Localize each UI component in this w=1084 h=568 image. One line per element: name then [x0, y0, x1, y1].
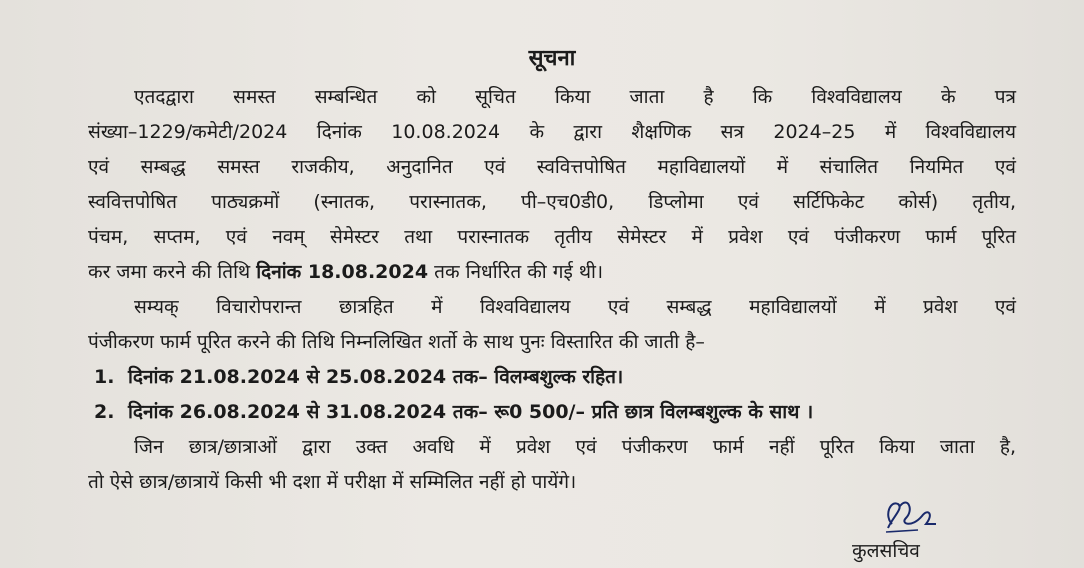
- list-item-text: दिनांक 21.08.2024 से 25.08.2024 तक– विलम्बशुल्क रहित।: [128, 366, 624, 388]
- para1-last-after: तक निर्धारित की गई थी।: [428, 261, 604, 283]
- list-item-number: 2.: [94, 401, 115, 423]
- original-deadline: दिनांक 18.08.2024: [256, 261, 429, 283]
- list-item: [88, 395, 1016, 430]
- para1-line-6: [88, 255, 1016, 290]
- para3-line-1: जिन छात्र/छात्राओं द्वारा उक्त अवधि में प्रवेश एवं पंजीकरण फार्म नहीं पूरित किया जाता है,: [134, 436, 1016, 458]
- para1-line-4: स्ववित्तपोषित पाठ्यक्रमों (स्नातक, परास्नातक, पी–एच0डी0, डिप्लोमा एवं सर्टिफिकेट कोर्स) तृतीय,: [88, 191, 1016, 213]
- signatory-designation: कुलसचिव: [852, 540, 920, 562]
- list-item: [88, 360, 1016, 395]
- list-item-number: 1.: [94, 366, 115, 388]
- notice-title: सूचना: [528, 46, 576, 71]
- para2-line-1: सम्यक् विचारोपरान्त छात्रहित में विश्वविद्यालय एवं सम्बद्ध महाविद्यालयों में प्रवेश एवं: [134, 296, 1016, 318]
- para1-line-2: संख्या–1229/कमेटी/2024 दिनांक 10.08.2024 के द्वारा शैक्षणिक सत्र 2024–25 में विश्वविद्यालय: [88, 121, 1016, 143]
- para1-last-before: कर जमा करने की तिथि: [88, 261, 257, 283]
- para1-line-5: पंचम, सप्तम, एवं नवम् सेमेस्टर तथा परास्नातक तृतीय सेमेस्टर में प्रवेश एवं पंजीकरण फार्म पूरित: [88, 226, 1016, 248]
- para1-line-3: एवं सम्बद्ध समस्त राजकीय, अनुदानित एवं स्ववित्तपोषित महाविद्यालयों में संचालित नियमित एवं: [88, 156, 1016, 178]
- para1-line-1: एतदद्वारा समस्त सम्बन्धित को सूचित किया जाता है कि विश्वविद्यालय के पत्र: [134, 86, 1016, 108]
- para3-line-2: तो ऐसे छात्र/छात्रायें किसी भी दशा में परीक्षा में सम्मिलित नहीं हो पायेंगे।: [88, 471, 577, 493]
- handwritten-signature: [878, 494, 938, 538]
- para2-line-2: पंजीकरण फार्म पूरित करने की तिथि निम्नलिखित शर्तो के साथ पुनः विस्तारित की जाती है–: [88, 331, 705, 353]
- notice-body: [88, 80, 1016, 500]
- list-item-text: दिनांक 26.08.2024 से 31.08.2024 तक– रू0 500/– प्रति छात्र विलम्बशुल्क के साथ ।: [128, 401, 814, 423]
